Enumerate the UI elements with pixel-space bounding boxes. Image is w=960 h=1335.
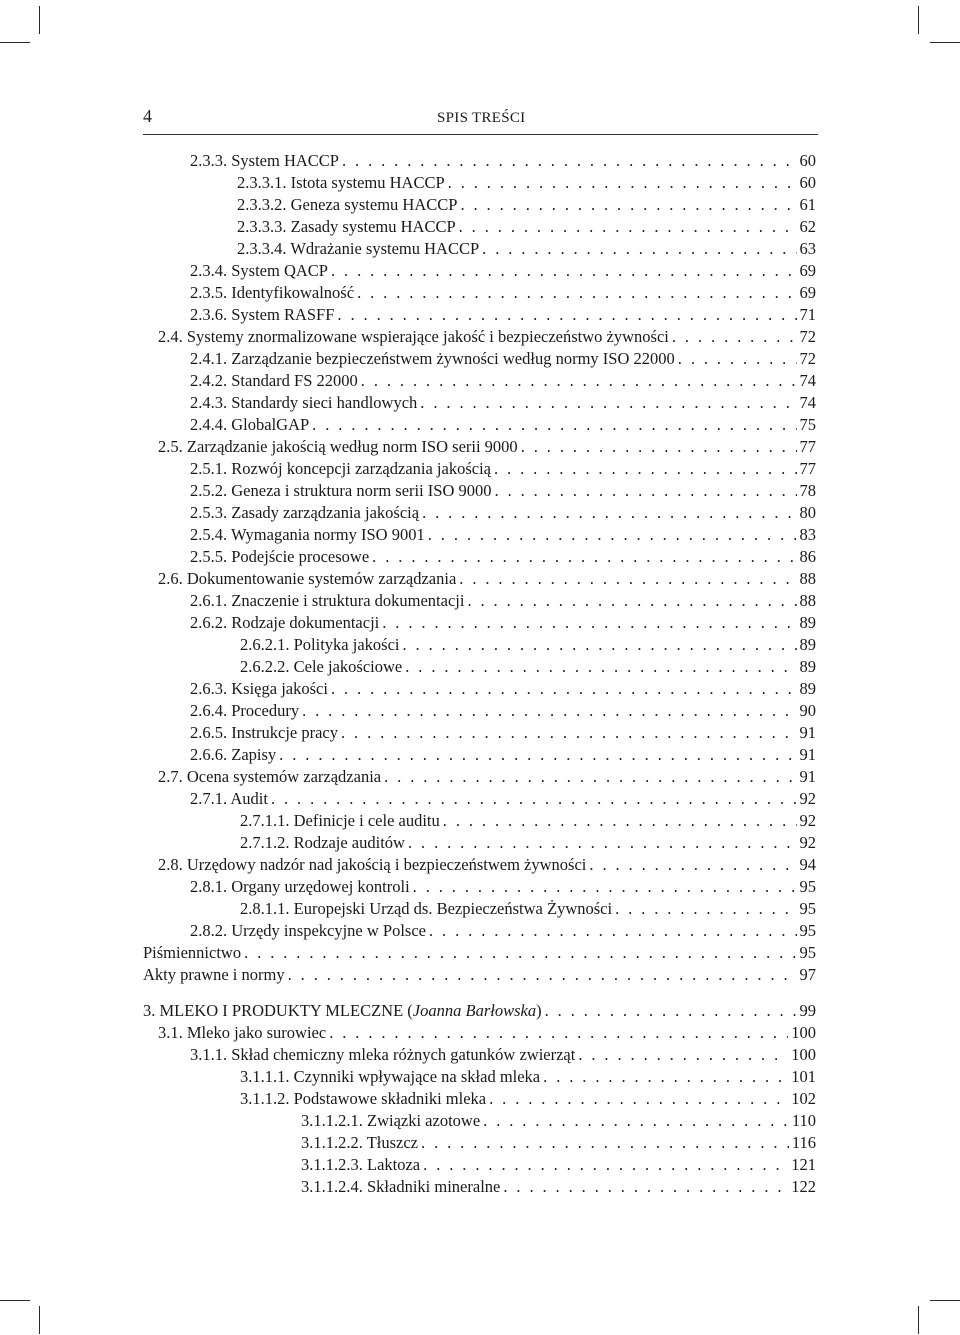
toc-entry-title: 3.1.1. Skład chemiczny mleka różnych gatunków zwierząt (190, 1045, 576, 1064)
toc-entry-title: Piśmiennictwo (143, 943, 242, 962)
dot-leader (678, 348, 797, 370)
toc-entry (301, 1110, 816, 1132)
toc-entry-page: 69 (799, 261, 816, 280)
page-number: 4 (143, 106, 152, 126)
toc-entry-page: 122 (791, 1177, 816, 1196)
toc-entry (190, 1044, 816, 1066)
toc-entry-title: 3.1.1.2.3. Laktoza (301, 1155, 421, 1174)
toc-entry (158, 766, 816, 788)
dot-leader (672, 326, 797, 348)
dot-leader (503, 1176, 788, 1198)
toc-entry (301, 1154, 816, 1176)
toc-entry (190, 150, 816, 172)
dot-leader (428, 524, 797, 546)
dot-leader (543, 1066, 788, 1088)
toc-entry-title: 2.6.1. Znaczenie i struktura dokumentacji (190, 591, 465, 610)
dot-leader (341, 722, 797, 744)
toc-entry-page: 61 (799, 195, 816, 214)
header-rule (143, 134, 818, 135)
toc-entry-title: 2.5. Zarządzanie jakością według norm ISO serii 9000 (158, 437, 518, 456)
dot-leader (312, 414, 796, 436)
dot-leader (331, 260, 797, 282)
toc-entry-page: 92 (799, 789, 816, 808)
toc-entry-page: 62 (799, 217, 816, 236)
dot-leader (288, 964, 797, 986)
toc-entry (190, 590, 816, 612)
dot-leader (302, 700, 796, 722)
toc-entry (237, 216, 816, 238)
toc-entry (240, 1066, 816, 1088)
dot-leader (615, 898, 796, 920)
toc-entry (190, 370, 816, 392)
toc-entry (158, 436, 816, 458)
toc-entry-page: 116 (791, 1133, 816, 1152)
toc-entry (190, 612, 816, 634)
toc-entry (158, 568, 816, 590)
toc-entry-page: 110 (791, 1111, 816, 1130)
toc-entry (190, 920, 816, 942)
toc-entry-title: 2.3.3.2. Geneza systemu HACCP (237, 195, 458, 214)
toc-entry-page: 86 (799, 547, 816, 566)
dot-leader (244, 942, 796, 964)
toc-entry-page: 91 (799, 767, 816, 786)
toc-entry (301, 1176, 816, 1198)
toc-entry-page: 89 (799, 613, 816, 632)
dot-leader (361, 370, 797, 392)
dot-leader (405, 656, 796, 678)
dot-leader (421, 1132, 789, 1154)
toc-entry (190, 348, 816, 370)
toc-entry-page: 90 (799, 701, 816, 720)
toc-entry (240, 898, 816, 920)
dot-leader (337, 304, 796, 326)
toc-entry-title (143, 1000, 542, 1022)
dot-leader (342, 150, 797, 172)
toc-entry (143, 964, 816, 986)
toc-entry (190, 524, 816, 546)
toc-entry (190, 480, 816, 502)
crop-mark (930, 1300, 960, 1301)
toc-entry-page: 91 (799, 745, 816, 764)
toc-entry (190, 722, 816, 744)
toc-entry-title: 2.7.1.2. Rodzaje auditów (240, 833, 405, 852)
toc-entry-title: 2.8.2. Urzędy inspekcyjne w Polsce (190, 921, 426, 940)
dot-leader (443, 810, 797, 832)
dot-leader (467, 590, 796, 612)
toc-entry-page: 100 (791, 1023, 816, 1042)
toc-entry-page: 95 (799, 921, 816, 940)
crop-mark (0, 1300, 30, 1301)
toc-entry-page: 75 (799, 415, 816, 434)
toc-entry (190, 458, 816, 480)
chapter-author: Joanna Barłowska (412, 1001, 537, 1020)
toc-entry-page: 78 (799, 481, 816, 500)
toc-entry-title: 2.6.4. Procedury (190, 701, 300, 720)
toc-entry-title: 2.4.2. Standard FS 22000 (190, 371, 358, 390)
toc-entry (190, 744, 816, 766)
toc-entry-page: 69 (799, 283, 816, 302)
toc-entry-page: 89 (799, 635, 816, 654)
toc-entry-page: 101 (791, 1067, 816, 1086)
toc-entry-page: 100 (791, 1045, 816, 1064)
toc-entry (237, 194, 816, 216)
toc-entry-title: 3.1.1.2. Podstawowe składniki mleka (240, 1089, 487, 1108)
dot-leader (420, 392, 796, 414)
toc-entry-page: 74 (799, 371, 816, 390)
toc-entry (240, 634, 816, 656)
toc-entry (240, 1088, 816, 1110)
toc-entry-page: 72 (799, 349, 816, 368)
toc-entry-title: 3.1.1.2.2. Tłuszcz (301, 1133, 419, 1152)
toc-entry-page: 88 (799, 591, 816, 610)
toc-chapter-entry (143, 1000, 816, 1022)
dot-leader (279, 744, 796, 766)
toc-entry (237, 238, 816, 260)
toc-entry-page: 60 (799, 151, 816, 170)
toc-entry-page: 92 (799, 811, 816, 830)
toc-entry-title: 2.3.3.3. Zasady systemu HACCP (237, 217, 456, 236)
dot-leader (384, 766, 796, 788)
crop-mark (39, 6, 40, 34)
running-title: SPIS TREŚCI (437, 110, 526, 126)
toc-entry-title: 3.1.1.2.1. Związki azotowe (301, 1111, 481, 1130)
toc-entry-title: 2.5.1. Rozwój koncepcji zarządzania jakością (190, 459, 491, 478)
toc-entry (190, 304, 816, 326)
toc-entry (190, 788, 816, 810)
toc-entry-title: 2.5.5. Podejście procesowe (190, 547, 370, 566)
toc-entry-page: 97 (799, 965, 816, 984)
toc-entry-title: 3.1.1.1. Czynniki wpływające na skład mleka (240, 1067, 541, 1086)
dot-leader (423, 1154, 788, 1176)
toc-entry-title: 2.6.2.1. Polityka jakości (240, 635, 400, 654)
toc-entry-page: 95 (799, 943, 816, 962)
toc-entry (190, 546, 816, 568)
dot-leader (489, 1088, 788, 1110)
dot-leader (459, 216, 797, 238)
toc-entry-page: 77 (799, 437, 816, 456)
toc-entry-title: 2.7.1. Audit (190, 789, 268, 808)
dot-leader (448, 172, 797, 194)
toc-entry-page: 63 (799, 239, 816, 258)
toc-entry (240, 810, 816, 832)
crop-mark (0, 42, 30, 43)
toc-entry-title: 2.3.5. Identyfikowalność (190, 283, 355, 302)
toc-entry-title: 2.6.3. Księga jakości (190, 679, 328, 698)
toc-entry-title: Akty prawne i normy (143, 965, 285, 984)
toc-entry-title: 3.1. Mleko jako surowiec (158, 1023, 327, 1042)
toc-entry-title: 2.6. Dokumentowanie systemów zarządzania (158, 569, 457, 588)
dot-leader (331, 678, 797, 700)
toc-entry-title: 2.8.1. Organy urzędowej kontroli (190, 877, 410, 896)
toc-entry-title: 2.4.4. GlobalGAP (190, 415, 310, 434)
toc-entry-page: 102 (791, 1089, 816, 1108)
toc-entry (301, 1132, 816, 1154)
toc-entry (158, 1022, 816, 1044)
toc-entry-page: 89 (799, 679, 816, 698)
dot-leader (578, 1044, 788, 1066)
dot-leader (329, 1022, 788, 1044)
dot-leader (495, 480, 797, 502)
dot-leader (413, 876, 797, 898)
toc-entry-page: 92 (799, 833, 816, 852)
toc-entry (143, 942, 816, 964)
toc-entry-title: 2.5.4. Wymagania normy ISO 9001 (190, 525, 425, 544)
toc-entry (190, 876, 816, 898)
dot-leader (382, 612, 796, 634)
dot-leader (357, 282, 796, 304)
crop-mark (39, 1306, 40, 1334)
toc-entry-title: 2.3.3. System HACCP (190, 151, 339, 170)
chapter-title: 3. MLEKO I PRODUKTY MLECZNE ( (143, 1001, 413, 1020)
toc-entry-page: 83 (799, 525, 816, 544)
dot-leader (545, 1000, 797, 1022)
toc-entry-title: 2.3.4. System QACP (190, 261, 328, 280)
dot-leader (482, 238, 796, 260)
dot-leader (422, 502, 796, 524)
crop-mark (918, 1306, 919, 1334)
toc-entry (190, 678, 816, 700)
toc-entry-title: 2.3.6. System RASFF (190, 305, 335, 324)
toc-entry-page: 95 (799, 877, 816, 896)
dot-leader (372, 546, 796, 568)
toc-entry-title: 2.5.3. Zasady zarządzania jakością (190, 503, 420, 522)
toc-entry-page: 74 (799, 393, 816, 412)
toc-entry-title: 2.7. Ocena systemów zarządzania (158, 767, 382, 786)
chapter-title-end: ) (536, 1001, 542, 1020)
dot-leader (460, 194, 796, 216)
toc-entry-title: 2.5.2. Geneza i struktura norm serii ISO 9000 (190, 481, 492, 500)
toc-entry-page: 91 (799, 723, 816, 742)
toc-entry-page: 95 (799, 899, 816, 918)
page-header (143, 106, 818, 132)
toc-entry-page: 89 (799, 657, 816, 676)
dot-leader (494, 458, 797, 480)
toc-entry (158, 326, 816, 348)
toc-entry-page: 77 (799, 459, 816, 478)
toc-entry-page: 121 (791, 1155, 816, 1174)
crop-mark (930, 42, 960, 43)
toc-entry (190, 282, 816, 304)
toc-entry (190, 502, 816, 524)
toc-entry-title: 2.4.1. Zarządzanie bezpieczeństwem żywności według normy ISO 22000 (190, 349, 675, 368)
toc-entry-title: 2.4. Systemy znormalizowane wspierające jakość i bezpieczeństwo żywności (158, 327, 669, 346)
toc-entry-page: 88 (799, 569, 816, 588)
toc-entry-title: 2.3.3.1. Istota systemu HACCP (237, 173, 445, 192)
toc-entry (240, 832, 816, 854)
toc-entry-title: 2.6.2. Rodzaje dokumentacji (190, 613, 380, 632)
toc-entry-title: 3.1.1.2.4. Składniki mineralne (301, 1177, 501, 1196)
toc-entry (237, 172, 816, 194)
toc-entry-title: 2.6.2.2. Cele jakościowe (240, 657, 403, 676)
toc-entry (190, 700, 816, 722)
dot-leader (459, 568, 796, 590)
toc-entry-title: 2.6.5. Instrukcje pracy (190, 723, 338, 742)
dot-leader (589, 854, 796, 876)
dot-leader (429, 920, 797, 942)
dot-leader (521, 436, 797, 458)
toc-entry-title: 2.7.1.1. Definicje i cele auditu (240, 811, 440, 830)
toc-entry-page: 80 (799, 503, 816, 522)
toc-entry-title: 2.8. Urzędowy nadzór nad jakością i bezpieczeństwem żywności (158, 855, 587, 874)
dot-leader (483, 1110, 789, 1132)
toc-entry-page: 99 (799, 1001, 816, 1020)
toc-entry (240, 656, 816, 678)
toc-entry (190, 260, 816, 282)
dot-leader (403, 634, 797, 656)
crop-mark (918, 6, 919, 34)
dot-leader (271, 788, 797, 810)
toc-entry-page: 94 (799, 855, 816, 874)
toc-entry-page: 60 (799, 173, 816, 192)
toc-entry-page: 72 (799, 327, 816, 346)
toc-entry (190, 414, 816, 436)
dot-leader (408, 832, 797, 854)
toc-entry-title: 2.3.3.4. Wdrażanie systemu HACCP (237, 239, 480, 258)
toc-entry-title: 2.8.1.1. Europejski Urząd ds. Bezpieczeństwa Żywności (240, 899, 613, 918)
toc-entry (158, 854, 816, 876)
toc-entry-title: 2.4.3. Standardy sieci handlowych (190, 393, 418, 412)
toc-entry-page: 71 (799, 305, 816, 324)
toc-entry (190, 392, 816, 414)
toc-entry-title: 2.6.6. Zapisy (190, 745, 277, 764)
